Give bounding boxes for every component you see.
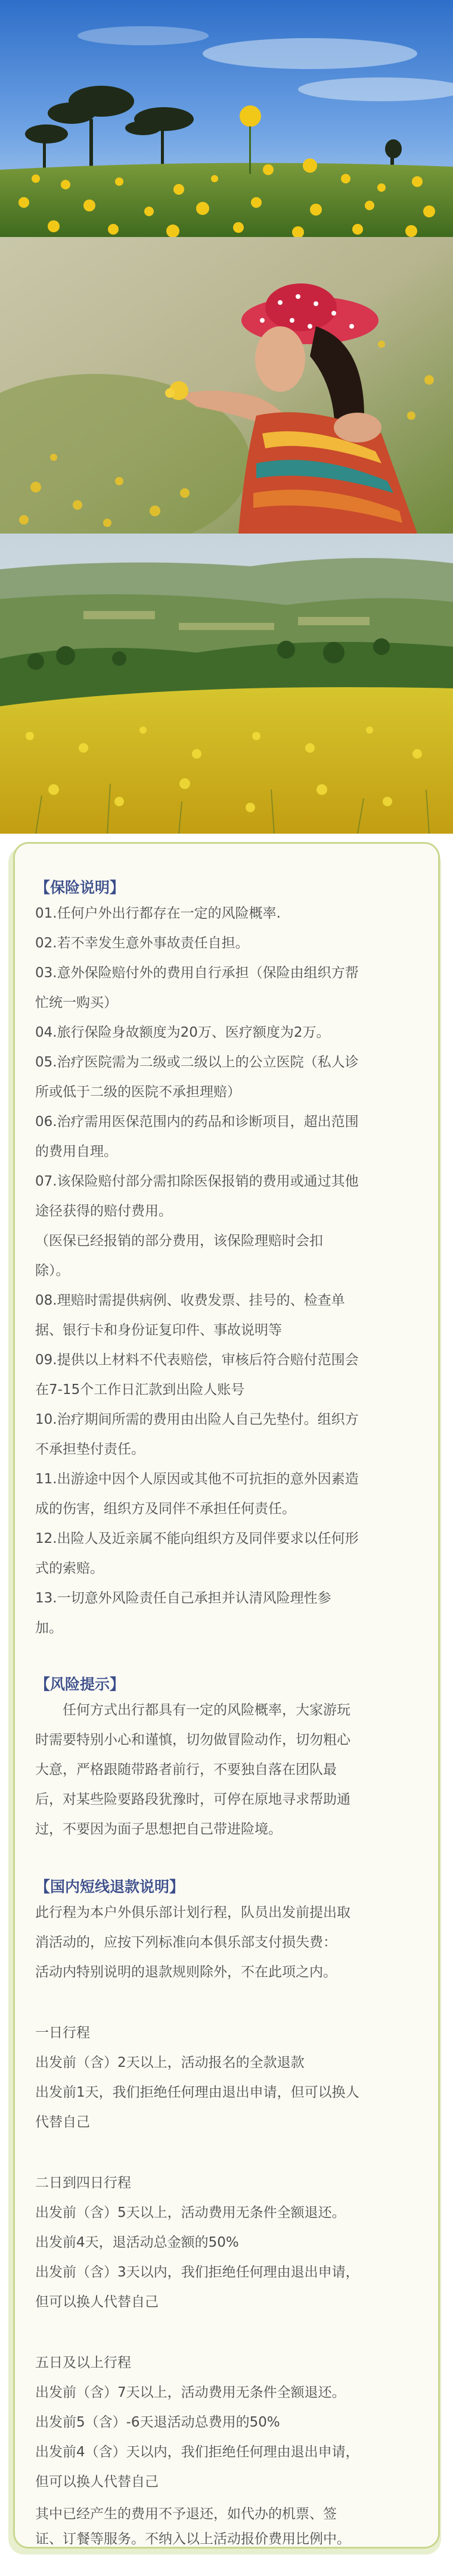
refund-intro-line: 此行程为本户外俱乐部计划行程，队员出发前提出取 <box>35 1905 350 1920</box>
insurance-line: 的费用自理。 <box>35 1144 117 1159</box>
insurance-line: 式的索赔。 <box>35 1561 104 1576</box>
risk-line: 时需要特别小心和谨慎，切勿做冒险动作，切勿粗心 <box>35 1732 350 1748</box>
insurance-title: 【保险说明】 <box>35 879 125 896</box>
insurance-line: 05.治疗医院需为二级或二级以上的公立医院（私人诊 <box>35 1055 359 1070</box>
insurance-line: 10.治疗期间所需的费用由出险人自己先垫付。组织方 <box>35 1412 359 1427</box>
refund-five-day-line: 出发前（含）7天以上，活动费用无条件全额退还。 <box>35 2385 346 2400</box>
risk-line: 后，对某些险要路段犹豫时，可停在原地寻求帮助通 <box>35 1792 350 1807</box>
insurance-line: 在7-15个工作日汇款到出险人账号 <box>35 1382 245 1398</box>
insurance-line: 13.一切意外风险责任自己承担并认清风险理性参 <box>35 1590 331 1606</box>
insurance-line: 忙统一购买） <box>35 995 117 1011</box>
insurance-line: 据、银行卡和身份证复印件、事故说明等 <box>35 1323 282 1338</box>
refund-five-day-heading: 五日及以上行程 <box>35 2355 131 2371</box>
insurance-line: 09.提供以上材料不代表赔偿，审核后符合赔付范围会 <box>35 1352 359 1368</box>
sky-field-illustration <box>0 0 453 237</box>
insurance-line: 02.若不幸发生意外事故责任自担。 <box>35 935 249 951</box>
insurance-line: 不承担垫付责任。 <box>35 1442 145 1457</box>
refund-one-day-line: 出发前1天，我们拒绝任何理由退出申请，但可以换人 <box>35 2085 359 2100</box>
insurance-line: 除）。 <box>35 1263 70 1278</box>
refund-one-day-heading: 一日行程 <box>35 2025 90 2041</box>
insurance-line: 成的伤害，组织方及同伴不承担任何责任。 <box>35 1501 296 1517</box>
insurance-line: （医保已经报销的部分费用，该保险理赔时会扣 <box>35 1233 323 1249</box>
risk-title: 【风险提示】 <box>35 1676 125 1693</box>
insurance-line: 06.治疗需用医保范围内的药品和诊断项目，超出范围 <box>35 1114 359 1130</box>
risk-line: 过，不要因为面子思想把自己带进险境。 <box>35 1822 282 1837</box>
rapeseed-field-photo <box>0 534 453 834</box>
insurance-line: 01.任何户外出行都存在一定的风险概率. <box>35 906 281 921</box>
refund-two-four-day-heading: 二日到四日行程 <box>35 2175 131 2191</box>
refund-two-four-day-line: 出发前（含）3天以内，我们拒绝任何理由退出申请， <box>35 2265 359 2280</box>
insurance-line: 03.意外保险赔付外的费用自行承担（保险由组织方帮 <box>35 965 359 981</box>
refund-two-four-day-line: 但可以换人代替自己 <box>35 2294 159 2310</box>
landscape-photo-sky <box>0 0 453 237</box>
info-card <box>13 842 440 2549</box>
insurance-line: 11.出游途中因个人原因或其他不可抗拒的意外因素造 <box>35 1471 359 1487</box>
refund-one-day-line: 代替自己 <box>35 2115 90 2130</box>
refund-note-line: 证、订餐等服务。不纳入以上活动报价费用比例中。 <box>35 2531 350 2547</box>
woman-blowing-flowers-illustration <box>0 237 453 534</box>
refund-five-day-line: 出发前5（含）-6天退活动总费用的50% <box>35 2415 280 2430</box>
refund-title: 【国内短线退款说明】 <box>35 1878 185 1895</box>
refund-five-day-line: 但可以换人代替自己 <box>35 2474 159 2490</box>
insurance-line: 加。 <box>35 1620 63 1636</box>
insurance-line: 08.理赔时需提供病例、收费发票、挂号的、检查单 <box>35 1293 345 1308</box>
insurance-line: 所或低于二级的医院不承担理赔） <box>35 1084 241 1100</box>
refund-note-line: 其中已经产生的费用不予退还，如代办的机票、签 <box>35 2506 337 2522</box>
risk-line: 任何方式出行都具有一定的风险概率，大家游玩 <box>35 1702 350 1718</box>
refund-two-four-day-line: 出发前（含）5天以上，活动费用无条件全额退还。 <box>35 2205 346 2221</box>
valley-field-illustration <box>0 534 453 834</box>
refund-two-four-day-line: 出发前4天，退活动总金额的50% <box>35 2235 239 2250</box>
insurance-line: 04.旅行保险身故额度为20万、医疗额度为2万。 <box>35 1025 330 1040</box>
refund-five-day-line: 出发前4（含）天以内，我们拒绝任何理由退出申请， <box>35 2444 359 2460</box>
insurance-line: 07.该保险赔付部分需扣除医保报销的费用或通过其他 <box>35 1174 359 1189</box>
refund-intro-line: 活动内特别说明的退款规则除外，不在此项之内。 <box>35 1964 337 1980</box>
refund-intro-line: 消活动的，应按下列标准向本俱乐部支付损失费： <box>35 1935 337 1950</box>
insurance-line: 途径获得的赔付费用。 <box>35 1203 172 1219</box>
woman-flowers-photo <box>0 237 453 534</box>
risk-line: 大意，严格跟随带路者前行，不要独自落在团队最 <box>35 1762 337 1777</box>
refund-one-day-line: 出发前（含）2天以上，活动报名的全款退款 <box>35 2055 305 2070</box>
insurance-line: 12.出险人及近亲属不能向组织方及同伴要求以任何形 <box>35 1531 359 1546</box>
